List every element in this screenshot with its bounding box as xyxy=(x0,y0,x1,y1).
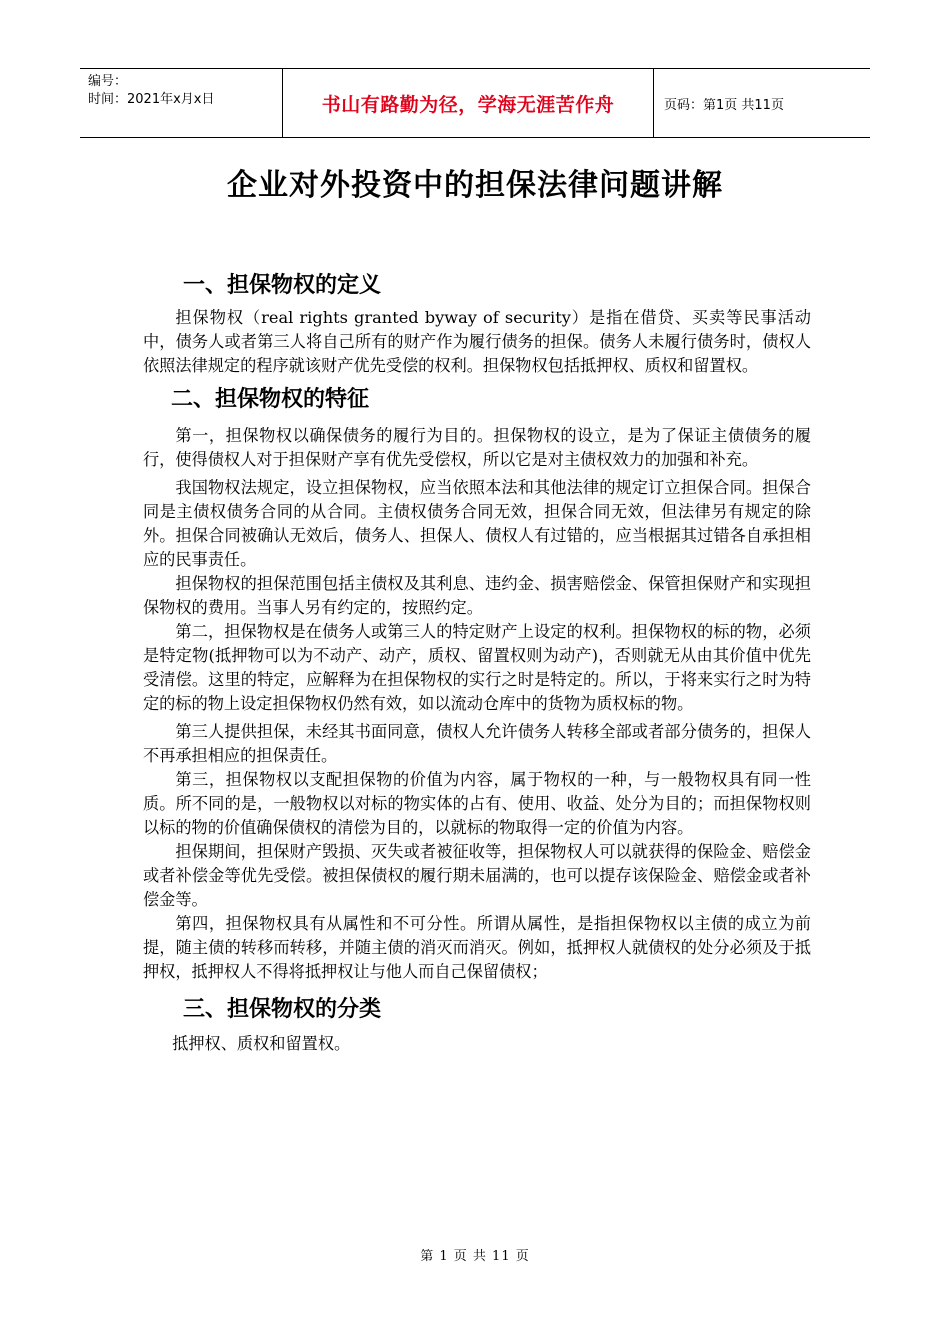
section-heading-definition: 一、担保物权的定义 xyxy=(183,273,382,298)
paragraph: 第四，担保物权具有从属性和不可分性。所谓从属性，是指担保物权以主债的成立为前提，随主债的转移而转移，并随主债的消灭而消灭。例如，抵押权人就债权的处分必须及于抵押权，抵押权人不得将抵押权让与他人而自己保留债权； xyxy=(143,914,811,981)
paragraph: 担保期间，担保财产毁损、灭失或者被征收等，担保物权人可以就获得的保险金、赔偿金或者补偿金等优先受偿。被担保债权的履行期未届满的，也可以提存该保险金、赔偿金或者补偿金等。 xyxy=(143,842,811,909)
section-heading-features: 二、担保物权的特征 xyxy=(171,387,370,412)
paragraph: 第三人提供担保，未经其书面同意，债权人允许债务人转移全部或者部分债务的，担保人不再承担相应的担保责任。 xyxy=(143,722,811,765)
page-footer: 第 1 页 共 11 页 xyxy=(420,1249,530,1264)
paragraph: 我国物权法规定，设立担保物权，应当依照本法和其他法律的规定订立担保合同。担保合同是主债权债务合同的从合同。主债权债务合同无效，担保合同无效，但法律另有规定的除外。担保合同被确认无效后，债务人、担保人、债权人有过错的，应当根据其过错各自承担相应的民事责任。 xyxy=(143,478,811,569)
document-number-label: 编号： xyxy=(88,74,128,89)
document-date-label: 时间：2021年x月x日 xyxy=(88,92,215,107)
paragraph: 抵押权、质权和留置权。 xyxy=(172,1034,351,1053)
header-motto: 书山有路勤为径，学海无涯苦作舟 xyxy=(282,69,654,137)
header-meta xyxy=(80,69,282,137)
paragraph: 担保物权（real rights granted byway of security）是指在借贷、买卖等民事活动中，债务人或者第三人将自己所有的财产作为履行债务的担保。债务人未履行债务时，债权人依照法律规定的程序就该财产优先受偿的权利。担保物权包括抵押权、质权和留置权。 xyxy=(143,308,811,375)
section-heading-classification: 三、担保物权的分类 xyxy=(183,997,382,1022)
header-table xyxy=(80,68,870,138)
header-page-info: 页码：第1页 共11页 xyxy=(664,97,784,113)
document-body xyxy=(143,266,811,1056)
paragraph: 第二，担保物权是在债务人或第三人的特定财产上设定的权利。担保物权的标的物，必须是特定物(抵押物可以为不动产、动产，质权、留置权则为动产)，否则就无从由其价值中优先受清偿。这里的特定，应解释为在担保物权的实行之时是特定的。所以，于将来实行之时为特定的标的物上设定担保物权仍然有效，如以流动仓库中的货物为质权标的物。 xyxy=(143,622,811,713)
paragraph: 第三，担保物权以支配担保物的价值为内容，属于物权的一种，与一般物权具有同一性质。所不同的是，一般物权以对标的物实体的占有、使用、收益、处分为目的；而担保物权则以标的物的价值确保债权的清偿为目的，以就标的物取得一定的价值为内容。 xyxy=(143,770,811,837)
paragraph: 第一，担保物权以确保债务的履行为目的。担保物权的设立，是为了保证主债债务的履行，使得债权人对于担保财产享有优先受偿权，所以它是对主债权效力的加强和补充。 xyxy=(143,426,811,469)
document-title: 企业对外投资中的担保法律问题讲解 xyxy=(227,168,723,203)
paragraph: 担保物权的担保范围包括主债权及其利息、违约金、损害赔偿金、保管担保财产和实现担保物权的费用。当事人另有约定的，按照约定。 xyxy=(143,574,811,617)
